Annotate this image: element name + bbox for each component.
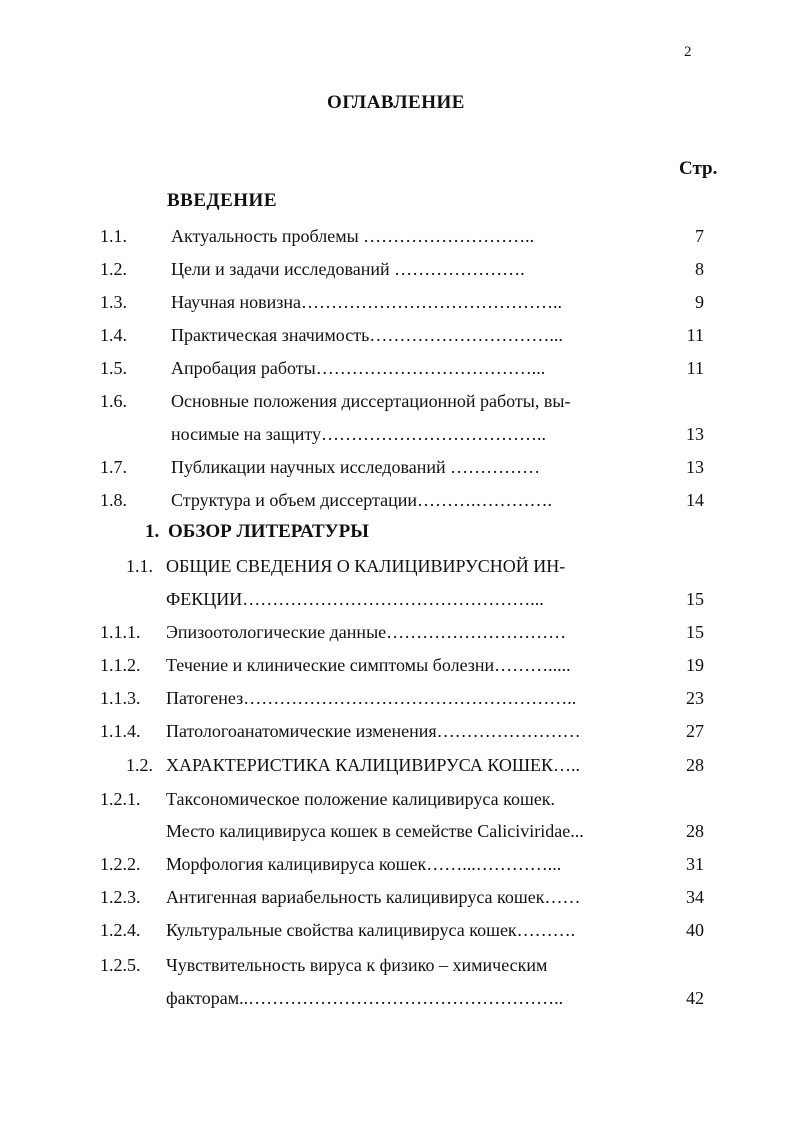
entry-number: 1.5. — [100, 358, 127, 378]
entry-title: Структура и объем диссертации……….…………. — [171, 490, 552, 510]
entry-title: Научная новизна…………………………………….. — [171, 292, 563, 312]
entry-number: 1.4. — [100, 325, 127, 345]
toc-entry — [0, 355, 792, 381]
entry-title: Антигенная вариабельность калицивируса кошек…… — [166, 887, 581, 907]
entry-number: 1.2.4. — [100, 920, 141, 940]
entry-title: Эпизоотологические данные………………………… — [166, 622, 567, 642]
toc-entry — [0, 652, 792, 678]
entry-page: 11 — [686, 358, 704, 378]
entry-page: 34 — [686, 887, 704, 907]
entry-page: 8 — [695, 259, 704, 279]
toc-entry-continuation — [0, 421, 792, 447]
entry-page: 13 — [686, 457, 704, 477]
entry-title: Чувствительность вируса к физико – химическим — [166, 955, 548, 975]
entry-title: Цели и задачи исследований …………………. — [171, 259, 525, 279]
entry-number: 1.1.1. — [100, 622, 141, 642]
introduction-heading: ВВЕДЕНИЕ — [167, 190, 277, 211]
entry-page: 28 — [686, 755, 704, 775]
entry-page: 19 — [686, 655, 704, 675]
entry-title: факторам..…………………………………………….. — [166, 988, 564, 1008]
entry-number: 1.2.3. — [100, 887, 141, 907]
entry-number: 1.2. — [100, 259, 127, 279]
entry-number: 1.2.5. — [100, 955, 141, 975]
toc-entry-continuation — [0, 586, 792, 612]
entry-page: 15 — [686, 589, 704, 609]
page-column-label: Стр. — [679, 158, 718, 179]
toc-entry — [0, 388, 792, 414]
toc-section-heading — [0, 519, 792, 545]
entry-page: 11 — [686, 325, 704, 345]
entry-title: Основные положения диссертационной работы, вы- — [171, 391, 571, 411]
toc-entry — [0, 752, 792, 778]
entry-title: Патологоанатомические изменения…………………… — [166, 721, 581, 741]
entry-page: 13 — [686, 424, 704, 444]
entry-number: 1.1.4. — [100, 721, 141, 741]
entry-title: Культуральные свойства калицивируса кошек………. — [166, 920, 576, 940]
entry-number: 1.8. — [100, 490, 127, 510]
section-number: 1. — [145, 521, 160, 542]
toc-entry — [0, 322, 792, 348]
entry-number: 1.2.1. — [100, 789, 141, 809]
entry-title: ОБЩИЕ СВЕДЕНИЯ О КАЛИЦИВИРУСНОЙ ИН- — [166, 556, 566, 576]
entry-number: 1.1.3. — [100, 688, 141, 708]
entry-page: 14 — [686, 490, 704, 510]
entry-number: 1.7. — [100, 457, 127, 477]
entry-page: 42 — [686, 988, 704, 1008]
entry-page: 40 — [686, 920, 704, 940]
toc-entry — [0, 256, 792, 282]
toc-entry — [0, 553, 792, 579]
toc-entry — [0, 454, 792, 480]
toc-entry — [0, 884, 792, 910]
entry-title: Место калицивируса кошек в семействе Caliciviridae... — [166, 821, 584, 841]
toc-entry — [0, 952, 792, 978]
entry-title: Апробация работы………………………………... — [171, 358, 546, 378]
toc-entry — [0, 917, 792, 943]
entry-number: 1.3. — [100, 292, 127, 312]
entry-page: 28 — [686, 821, 704, 841]
entry-title: Практическая значимость…………………………... — [171, 325, 563, 345]
page-title: ОГЛАВЛЕНИЕ — [327, 92, 465, 113]
entry-page: 23 — [686, 688, 704, 708]
toc-entry — [0, 487, 792, 513]
entry-title: Морфология калицивируса кошек……...…………... — [166, 854, 562, 874]
entry-number: 1.2.2. — [100, 854, 141, 874]
entry-number: 1.1. — [100, 226, 127, 246]
entry-page: 7 — [695, 226, 704, 246]
entry-title: Таксономическое положение калицивируса кошек. — [166, 789, 556, 809]
entry-title: Патогенез……………………………………………….. — [166, 688, 577, 708]
toc-entry — [0, 223, 792, 249]
entry-number: 1.1. — [126, 556, 153, 576]
entry-page: 31 — [686, 854, 704, 874]
entry-title: ФЕКЦИИ…………………………………………... — [166, 589, 544, 609]
entry-title: носимые на защиту……………………………….. — [171, 424, 547, 444]
entry-number: 1.2. — [126, 755, 153, 775]
toc-entry — [0, 718, 792, 744]
toc-entry — [0, 619, 792, 645]
entry-page: 15 — [686, 622, 704, 642]
entry-number: 1.6. — [100, 391, 127, 411]
toc-entry — [0, 786, 792, 812]
entry-title: Публикации научных исследований …………… — [171, 457, 541, 477]
toc-entry-continuation — [0, 818, 792, 844]
entry-page: 27 — [686, 721, 704, 741]
entry-title: ХАРАКТЕРИСТИКА КАЛИЦИВИРУСА КОШЕК….. — [166, 755, 581, 775]
toc-entry — [0, 289, 792, 315]
entry-title: Течение и клинические симптомы болезни………..... — [166, 655, 571, 675]
page-number: 2 — [684, 44, 692, 60]
toc-entry-continuation — [0, 985, 792, 1011]
toc-entry — [0, 851, 792, 877]
section-title: ОБЗОР ЛИТЕРАТУРЫ — [168, 521, 369, 542]
toc-entry — [0, 685, 792, 711]
entry-number: 1.1.2. — [100, 655, 141, 675]
entry-page: 9 — [695, 292, 704, 312]
entry-title: Актуальность проблемы ……………………….. — [171, 226, 535, 246]
